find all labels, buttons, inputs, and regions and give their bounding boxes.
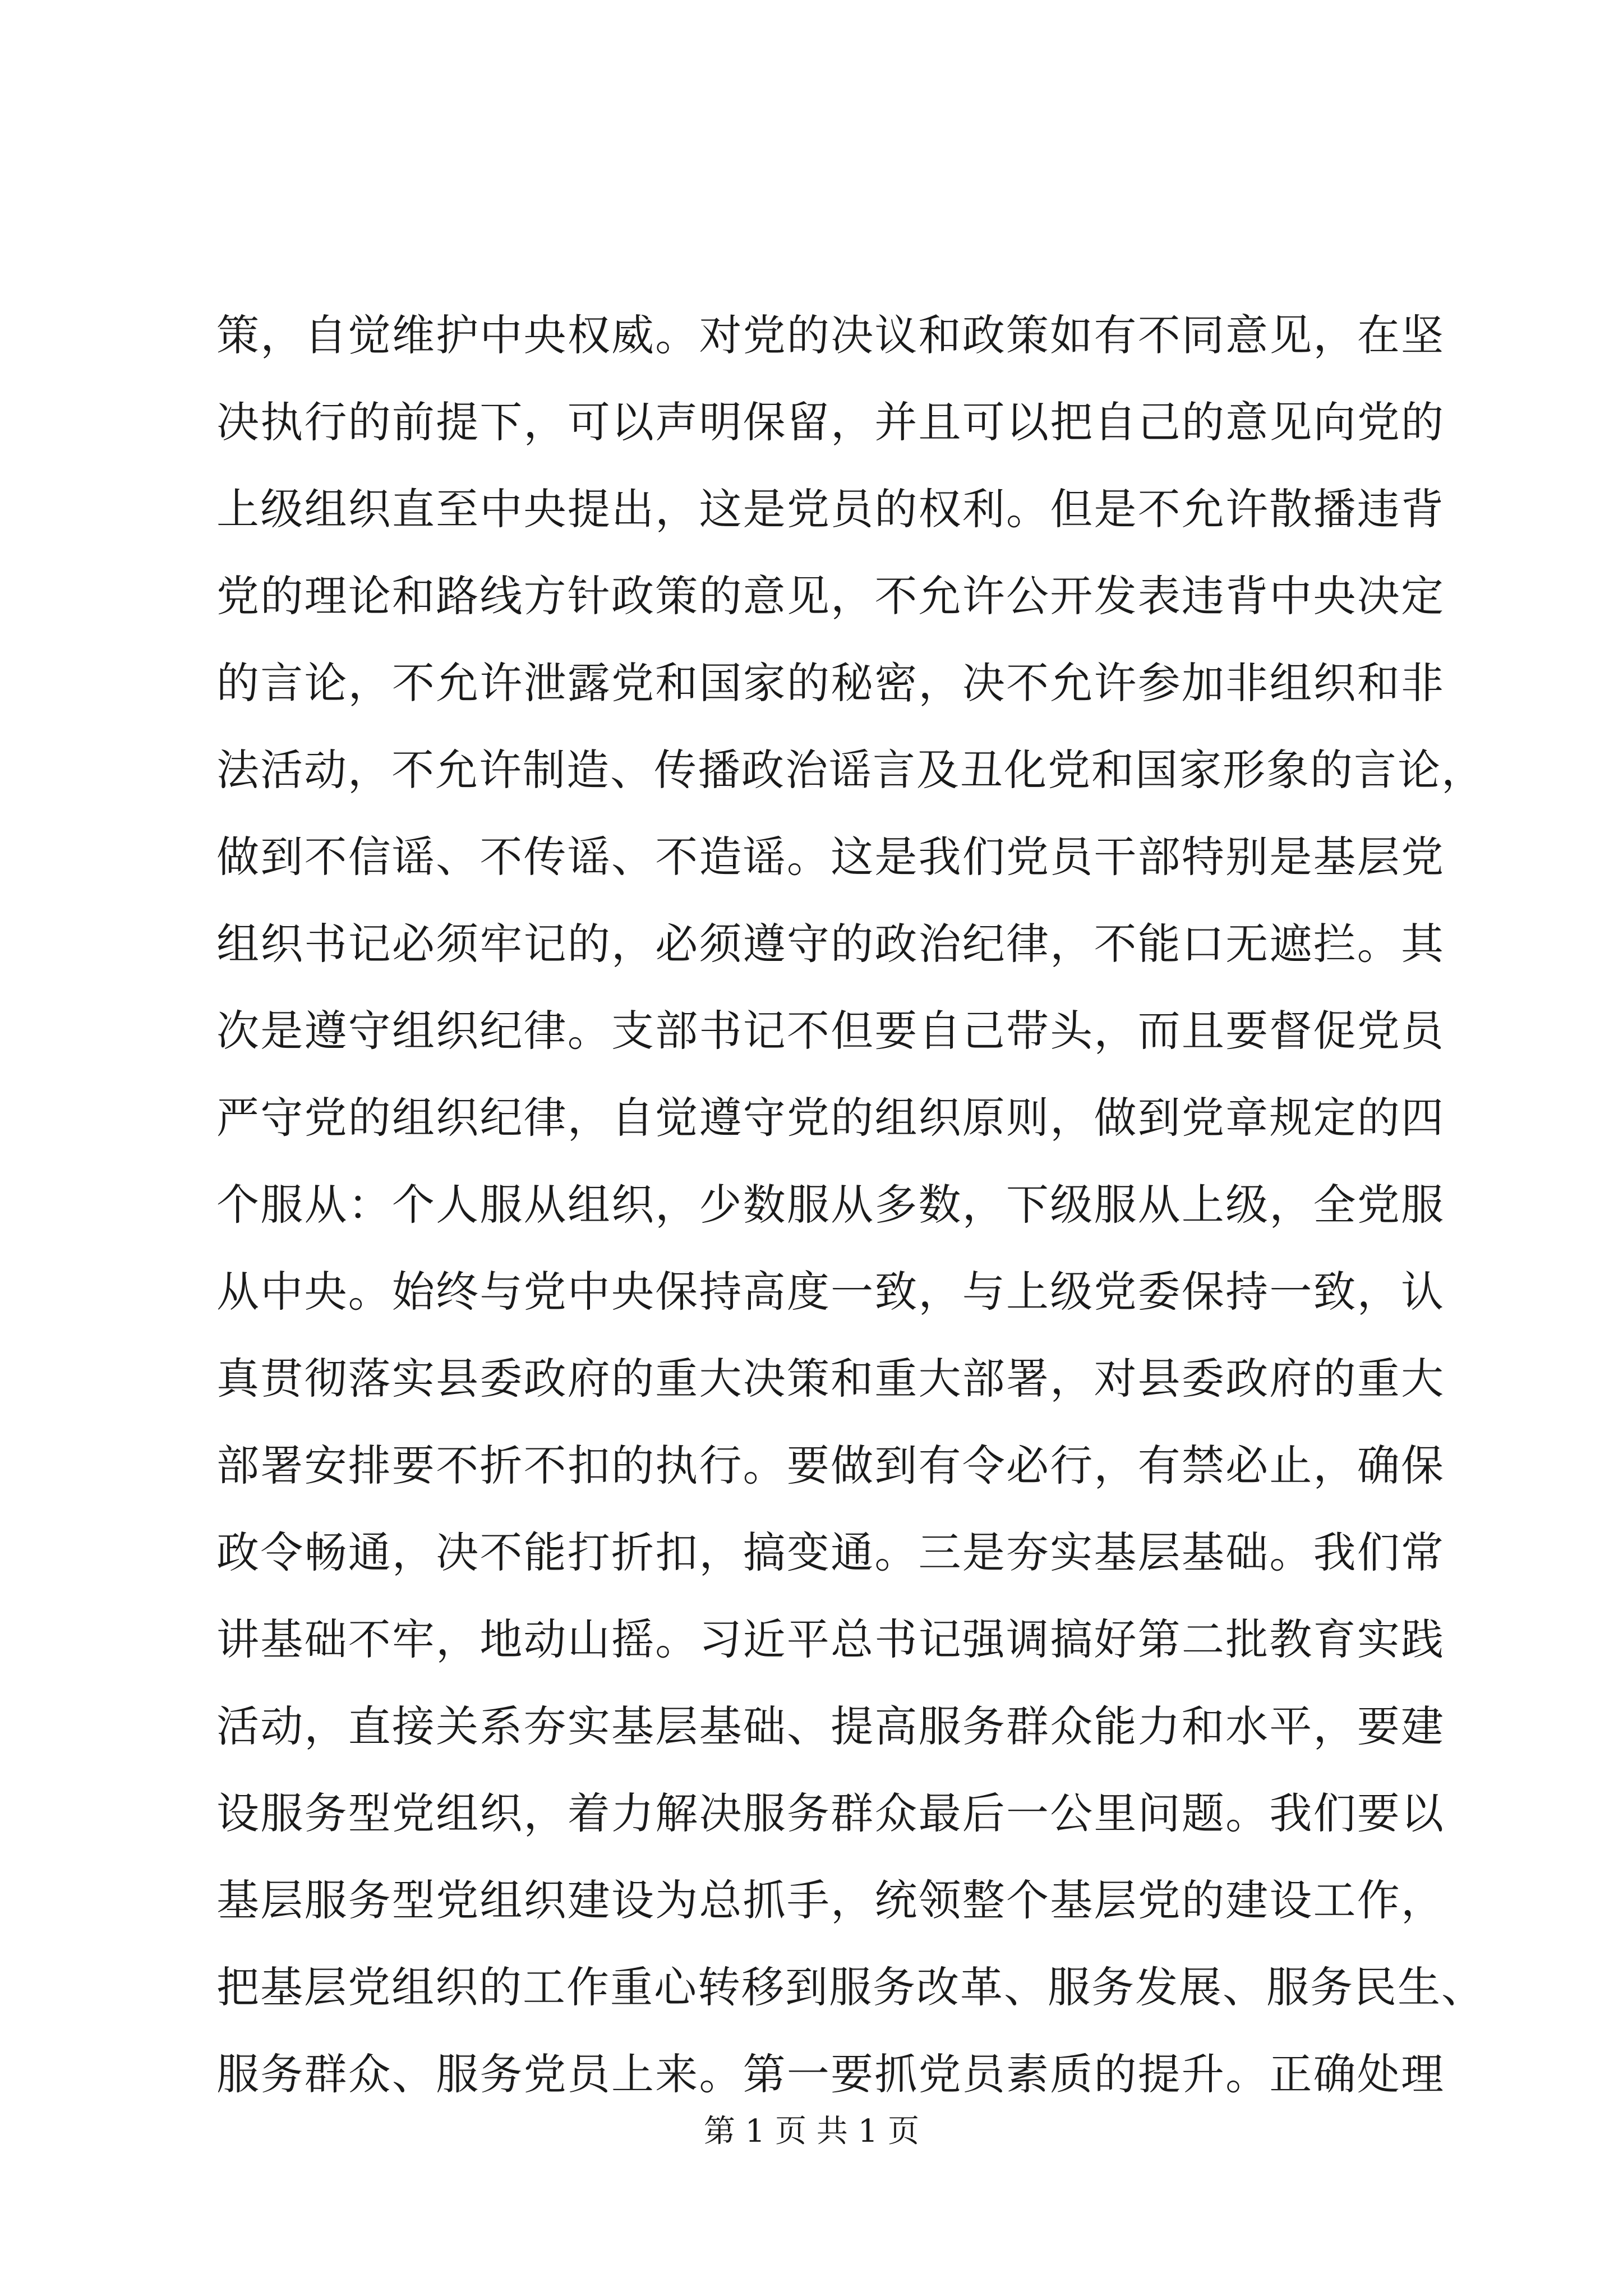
text-line: 严守党的组织纪律，自觉遵守党的组织原则，做到党章规定的四 <box>216 1093 1445 1143</box>
text-line: 政令畅通，决不能打折扣，搞变通。三是夯实基层基础。我们常 <box>216 1527 1445 1577</box>
text-line: 服务群众、服务党员上来。第一要抓党员素质的提升。正确处理 <box>216 2049 1445 2099</box>
text-line: 做到不信谣、不传谣、不造谣。这是我们党员干部特别是基层党 <box>216 832 1445 882</box>
text-line: 真贯彻落实县委政府的重大决策和重大部署，对县委政府的重大 <box>216 1354 1445 1404</box>
text-line: 设服务型党组织，着力解决服务群众最后一公里问题。我们要以 <box>216 1788 1445 1838</box>
text-line: 部署安排要不折不扣的执行。要做到有令必行，有禁必止，确保 <box>216 1441 1445 1490</box>
text-line: 法活动，不允许制造、传播政治谣言及丑化党和国家形象的言论， <box>216 745 1485 795</box>
text-line: 从中央。始终与党中央保持高度一致，与上级党委保持一致，认 <box>216 1267 1445 1317</box>
text-line: 次是遵守组织纪律。支部书记不但要自己带头，而且要督促党员 <box>216 1006 1445 1056</box>
text-line: 策，自觉维护中央权威。对党的决议和政策如有不同意见，在坚 <box>216 310 1445 360</box>
text-line: 讲基础不牢，地动山摇。习近平总书记强调搞好第二批教育实践 <box>216 1614 1445 1664</box>
text-line: 个服从：个人服从组织，少数服从多数，下级服从上级，全党服 <box>216 1180 1445 1230</box>
text-line: 上级组织直至中央提出，这是党员的权利。但是不允许散播违背 <box>216 484 1445 534</box>
text-line: 决执行的前提下，可以声明保留，并且可以把自己的意见向党的 <box>216 397 1445 447</box>
body-text <box>216 292 1485 2118</box>
page-footer: 第 1 页 共 1 页 <box>703 2113 920 2150</box>
text-line: 活动，直接关系夯实基层基础、提高服务群众能力和水平，要建 <box>216 1701 1445 1751</box>
text-line: 把基层党组织的工作重心转移到服务改革、服务发展、服务民生、 <box>216 1962 1485 2012</box>
text-line: 的言论，不允许泄露党和国家的秘密，决不允许参加非组织和非 <box>216 658 1445 708</box>
text-line: 组织书记必须牢记的，必须遵守的政治纪律，不能口无遮拦。其 <box>216 919 1445 969</box>
text-line: 党的理论和路线方针政策的意见，不允许公开发表违背中央决定 <box>216 571 1445 621</box>
text-line: 基层服务型党组织建设为总抓手，统领整个基层党的建设工作， <box>216 1875 1445 1925</box>
